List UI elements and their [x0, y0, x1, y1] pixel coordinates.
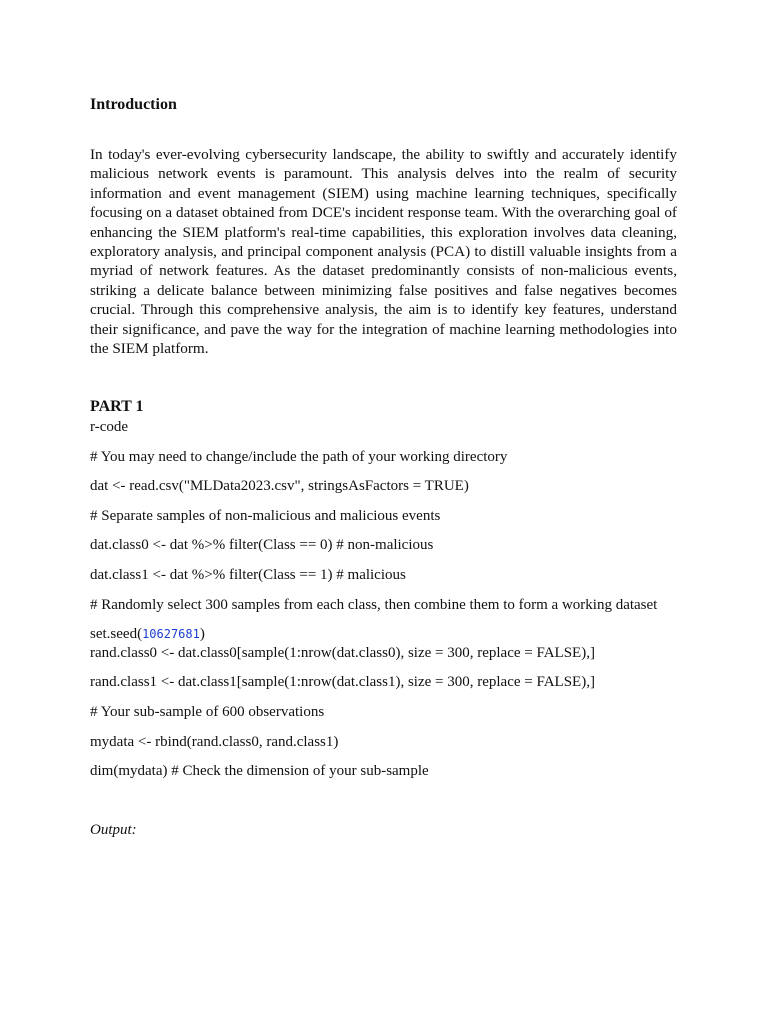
code-line-read-csv: dat <- read.csv("MLData2023.csv", stringsAsFactors = TRUE) — [90, 478, 469, 494]
set-seed-prefix: set.seed( — [90, 626, 143, 642]
part-1-heading: PART 1 — [90, 398, 144, 415]
introduction-heading: Introduction — [90, 96, 177, 113]
output-label: Output: — [90, 822, 137, 838]
code-line-dim: dim(mydata) # Check the dimension of your sub-sample — [90, 763, 429, 779]
code-line-class1: dat.class1 <- dat %>% filter(Class == 1) # malicious — [90, 567, 406, 583]
code-line-class0: dat.class0 <- dat %>% filter(Class == 0) # non-malicious — [90, 537, 434, 553]
set-seed-suffix: ) — [199, 626, 205, 642]
code-line-set-seed — [90, 624, 205, 644]
code-line-comment-separate: # Separate samples of non-malicious and malicious events — [90, 508, 441, 524]
r-code-label: r-code — [90, 419, 129, 435]
code-line-comment-subsample: # Your sub-sample of 600 observations — [90, 704, 325, 720]
code-line-rand-class1: rand.class1 <- dat.class1[sample(1:nrow(dat.class1), size = 300, replace = FALSE),] — [90, 674, 595, 690]
seed-number: 10627681 — [142, 627, 200, 641]
code-line-rand-class0: rand.class0 <- dat.class0[sample(1:nrow(dat.class0), size = 300, replace = FALSE),] — [90, 645, 595, 661]
code-line-comment-random: # Randomly select 300 samples from each class, then combine them to form a working dataset — [90, 597, 658, 613]
introduction-paragraph: In today's ever-evolving cybersecurity landscape, the ability to swiftly and accurately identify malicious network events is paramount. This analysis delves into the realm of security information and event management (SIEM) using machine learning techniques, specifically focusing on a dataset obtained from DCE's incident response team. With the overarching goal of enhancing the SIEM platform's real-time capabilities, this exploration involves data cleaning, exploratory analysis, and principal component analysis (PCA) to distill valuable insights from a myriad of network features. As the dataset predominantly consists of non-malicious events, striking a delicate balance between minimizing false positives and false negatives becomes crucial. Through this comprehensive analysis, the aim is to identify key features, understand their significance, and pave the way for the integration of machine learning methodologies into the SIEM platform. — [90, 146, 677, 358]
code-line-comment-path: # You may need to change/include the path of your working directory — [90, 449, 508, 465]
code-line-rbind: mydata <- rbind(rand.class0, rand.class1) — [90, 734, 339, 750]
